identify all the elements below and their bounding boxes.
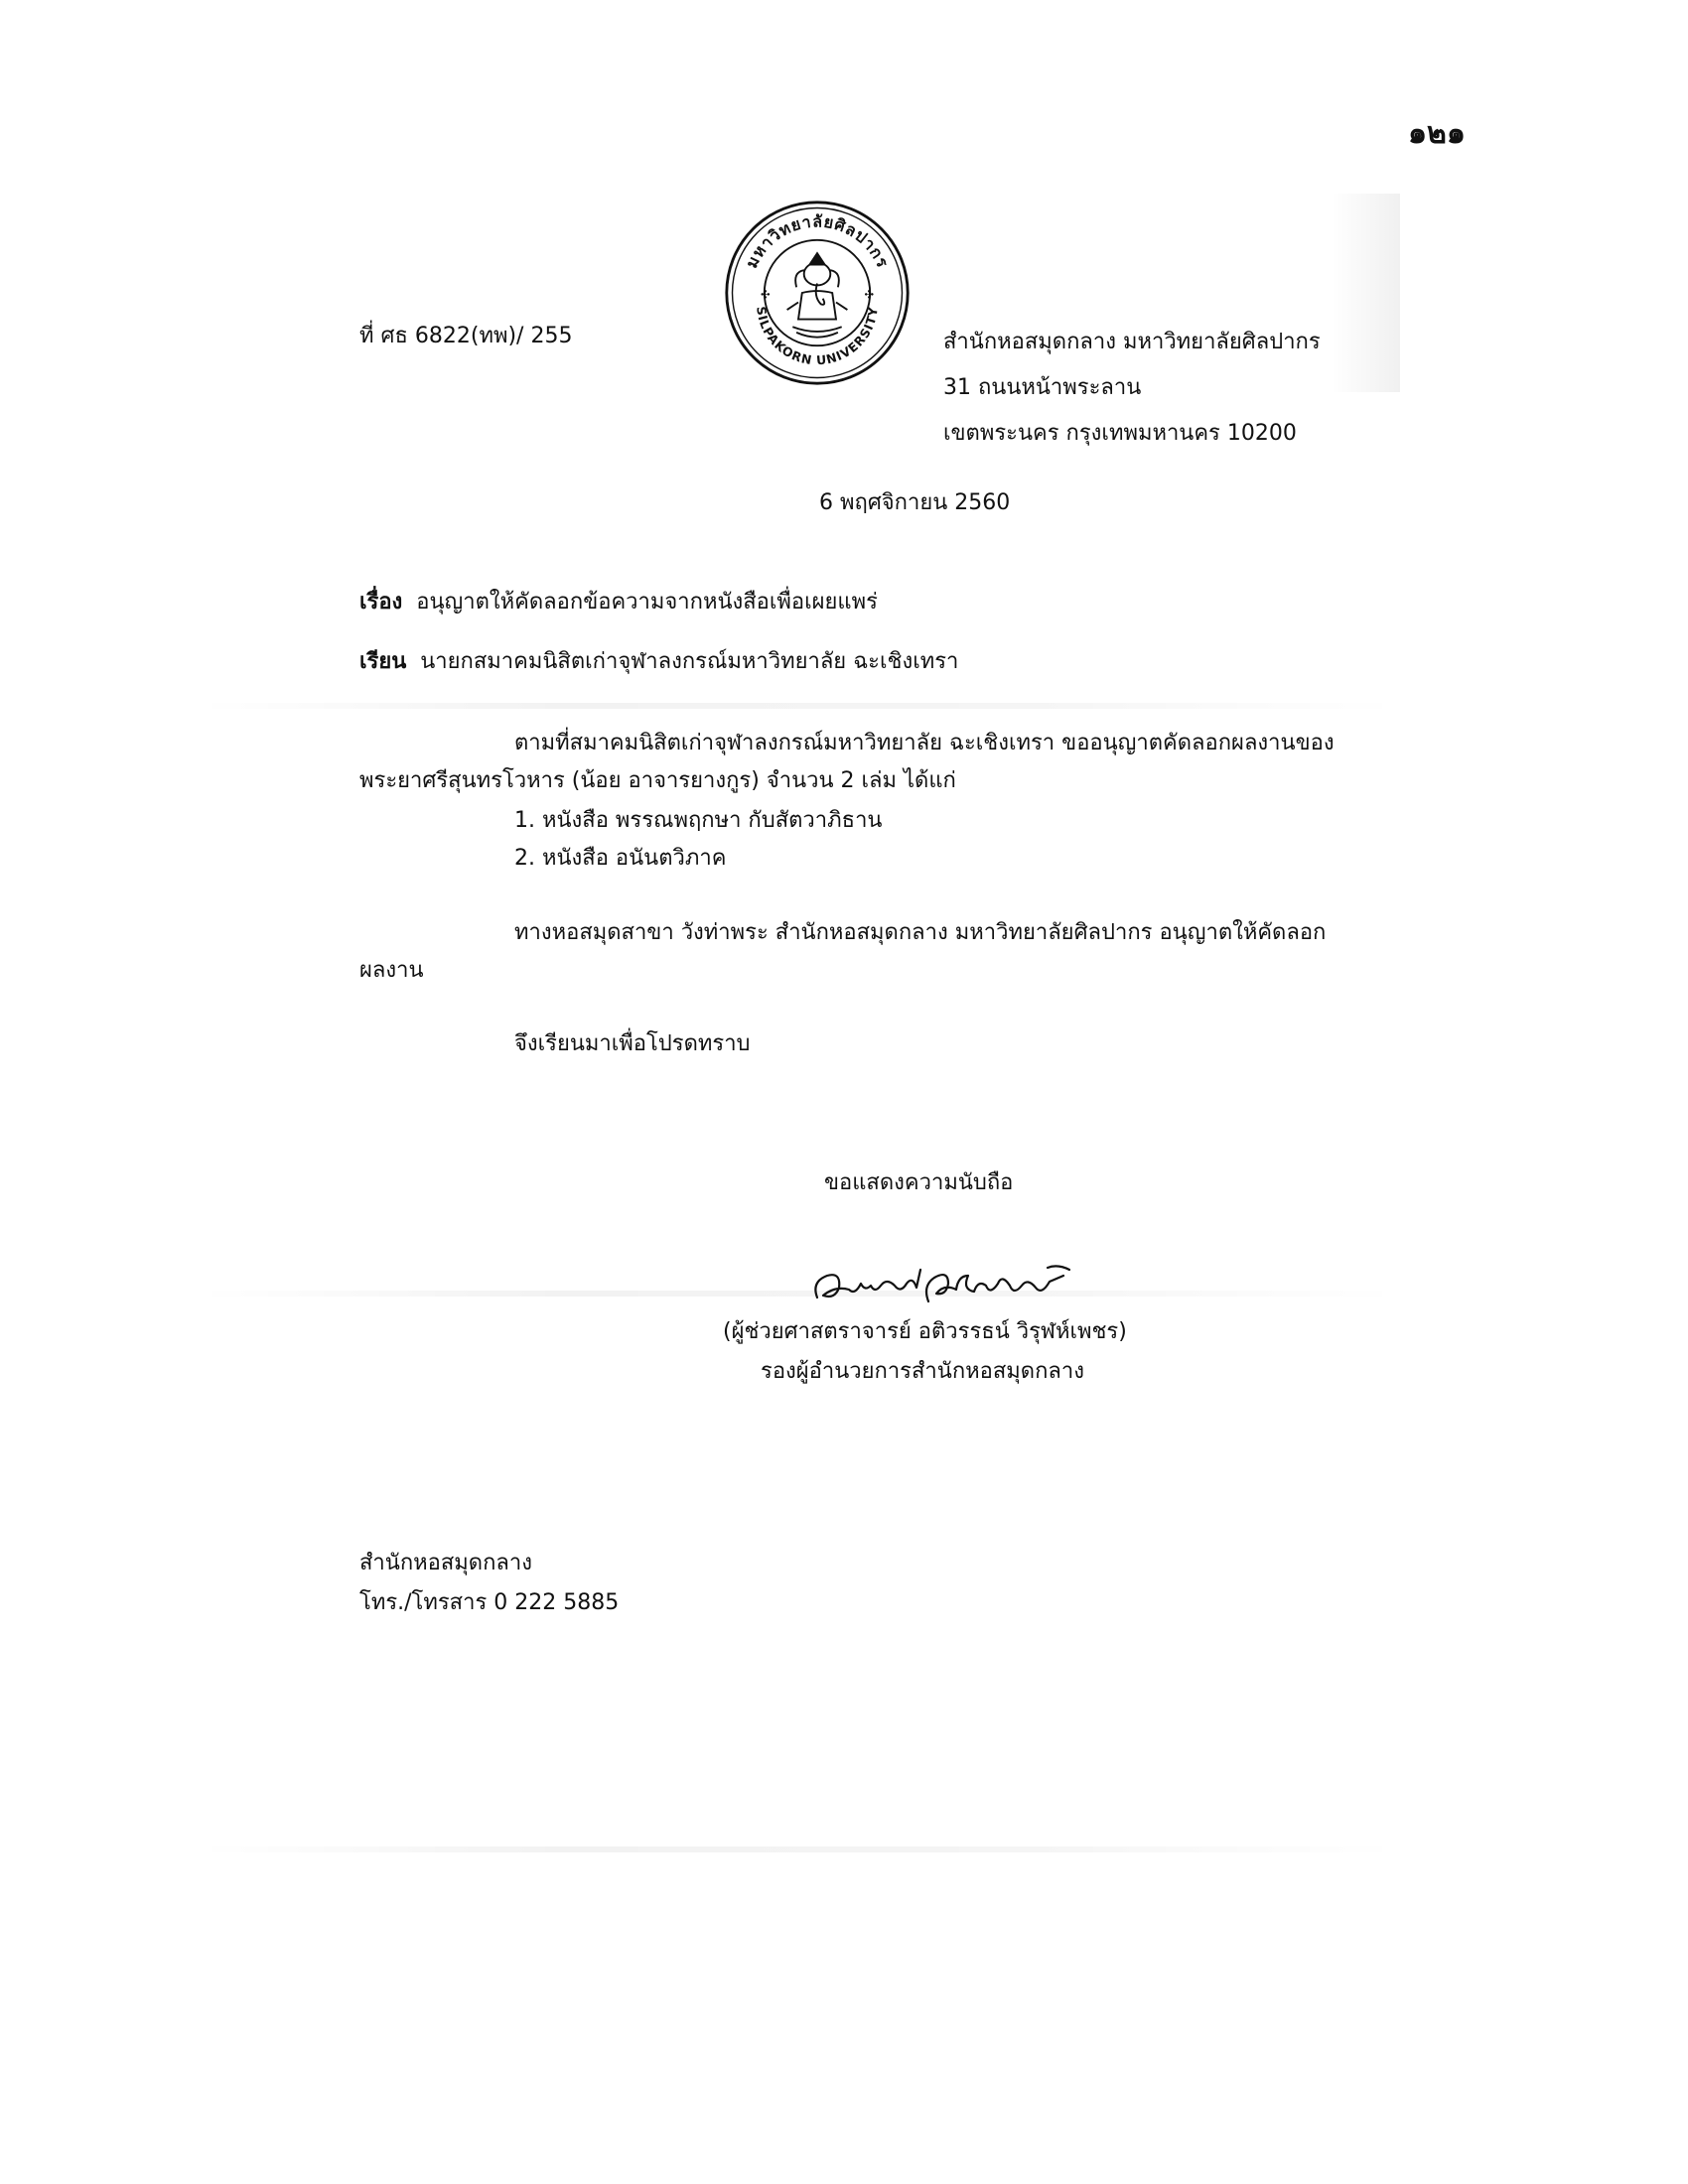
signer-title: รองผู้อำนวยการสำนักหอสมุดกลาง xyxy=(761,1359,1084,1384)
address-line: เขตพระนคร กรุงเทพมหานคร 10200 xyxy=(943,421,1297,446)
salutation-text: นายกสมาคมนิสิตเก่าจุฬาลงกรณ์มหาวิทยาลัย ฉะเชิงเทรา xyxy=(420,649,959,674)
silpakorn-university-seal-icon xyxy=(723,199,912,387)
subject-line xyxy=(359,586,878,618)
list-item: 1. หนังสือ พรรณพฤกษา กับสัตวาภิธาน xyxy=(514,808,883,833)
address-line: สำนักหอสมุดกลาง มหาวิทยาลัยศิลปากร xyxy=(943,330,1321,354)
scan-artifact-band xyxy=(199,1846,1400,1852)
footer-contact xyxy=(359,1544,619,1623)
sender-address xyxy=(943,320,1321,457)
reference-number: ที่ ศธ 6822(ทพ)/ 255 xyxy=(359,324,573,348)
body-paragraph-1-line-1: ตามที่สมาคมนิสิตเก่าจุฬาลงกรณ์มหาวิทยาลัย ฉะเชิงเทรา ขออนุญาตคัดลอกผลงานของ xyxy=(514,731,1335,755)
letter-date: 6 พฤศจิกายน 2560 xyxy=(819,490,1011,515)
svg-text:มหาวิทยาลัยศิลปากร: มหาวิทยาลัยศิลปากร xyxy=(742,211,893,271)
subject-label: เรื่อง xyxy=(359,590,403,614)
scan-artifact-band xyxy=(199,1291,1400,1297)
svg-text:✣: ✣ xyxy=(864,287,875,302)
scan-artifact-band xyxy=(199,703,1400,709)
footer-phone: โทร./โทรสาร 0 222 5885 xyxy=(359,1590,620,1615)
page-number: ๑๒๑ xyxy=(1408,116,1466,151)
scan-artifact-edge xyxy=(1331,194,1400,392)
body-paragraph-2-line-2: ผลงาน xyxy=(359,958,424,983)
address-line: 31 ถนนหน้าพระลาน xyxy=(943,375,1142,400)
closing-regards: ขอแสดงความนับถือ xyxy=(824,1170,1014,1195)
body-paragraph-2-line-1: ทางหอสมุดสาขา วังท่าพระ สำนักหอสมุดกลาง มหาวิทยาลัยศิลปากร อนุญาตให้คัดลอก xyxy=(514,920,1327,945)
salutation-label: เรียน xyxy=(359,649,407,674)
body-paragraph-1-line-2: พระยาศรีสุนทรโวหาร (น้อย อาจารยางกูร) จำนวน 2 เล่ม ได้แก่ xyxy=(359,768,956,793)
svg-text:SILPAKORN UNIVERSITY: SILPAKORN UNIVERSITY xyxy=(754,305,881,368)
subject-text: อนุญาตให้คัดลอกข้อความจากหนังสือเพื่อเผยแพร่ xyxy=(416,590,878,614)
book-list xyxy=(514,802,882,878)
svg-text:✣: ✣ xyxy=(761,287,771,302)
list-item: 2. หนังสือ อนันตวิภาค xyxy=(514,846,727,871)
handwritten-signature-icon xyxy=(809,1246,1077,1315)
signer-name: (ผู้ช่วยศาสตราจารย์ อติวรรธน์ วิรุฬห์เพชร) xyxy=(723,1319,1127,1344)
closing-line: จึงเรียนมาเพื่อโปรดทราบ xyxy=(514,1031,751,1056)
footer-office: สำนักหอสมุดกลาง xyxy=(359,1551,532,1575)
salutation-line xyxy=(359,645,958,678)
